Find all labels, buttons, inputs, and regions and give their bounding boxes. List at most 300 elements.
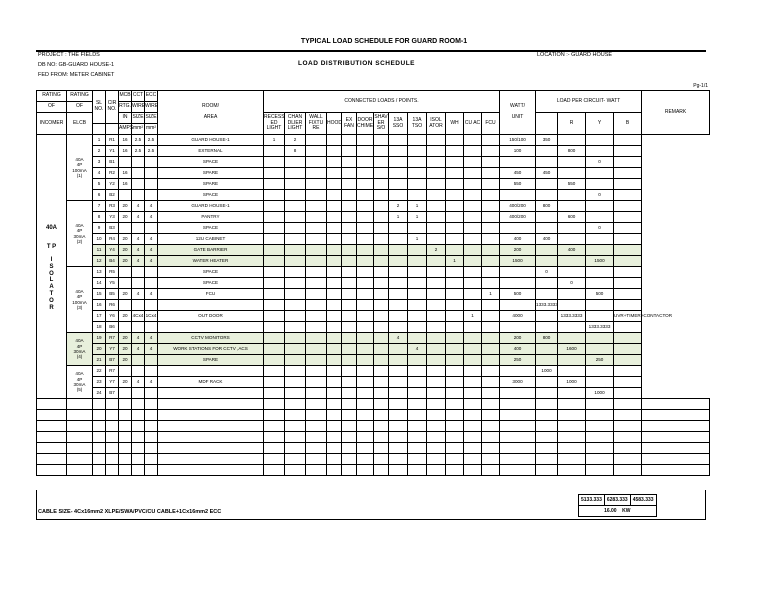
cell-load	[389, 355, 408, 366]
empty-cell	[357, 410, 374, 421]
table-row	[37, 168, 710, 179]
cell-b	[586, 311, 614, 322]
cell-sl: 22	[93, 366, 106, 377]
cell-load	[374, 168, 389, 179]
empty-cell	[614, 443, 642, 454]
cell-load	[374, 234, 389, 245]
cell-load	[357, 377, 374, 388]
cell-load	[327, 157, 342, 168]
cell-remark	[614, 388, 642, 399]
cell-remark	[614, 322, 642, 333]
empty-cell	[427, 454, 446, 465]
cell-load	[408, 157, 427, 168]
cell-load	[389, 388, 408, 399]
cell-remark	[614, 212, 642, 223]
th-sl-no	[93, 91, 106, 124]
cell-cir: B7	[106, 355, 119, 366]
cell-r	[536, 256, 558, 267]
cell-load	[342, 201, 357, 212]
cell-cct: 4	[132, 344, 145, 355]
table-row	[37, 157, 710, 168]
cell-load	[446, 267, 464, 278]
cell-load	[464, 256, 482, 267]
th-load-type: CHAN DLIER LIGHT	[285, 113, 306, 135]
empty-cell	[482, 465, 500, 476]
cell-load	[306, 300, 327, 311]
cell-load	[306, 135, 327, 146]
cell-load	[357, 201, 374, 212]
cell-sl: 8	[93, 212, 106, 223]
cell-r	[536, 377, 558, 388]
cell-load	[408, 300, 427, 311]
cell-load	[306, 168, 327, 179]
empty-cell	[93, 465, 106, 476]
table-row	[37, 201, 710, 212]
empty-cell	[464, 432, 482, 443]
cell-load	[374, 300, 389, 311]
cell-load	[389, 245, 408, 256]
empty-cell	[558, 443, 586, 454]
empty-cell	[119, 399, 132, 410]
empty-cell	[558, 421, 586, 432]
cell-mcb: 20	[119, 344, 132, 355]
empty-cell	[285, 399, 306, 410]
empty-cell	[482, 443, 500, 454]
elcb-grp: (2)	[76, 238, 83, 244]
cell-load	[285, 278, 306, 289]
empty-cell	[264, 432, 285, 443]
table-row	[37, 333, 710, 344]
empty-cell	[614, 410, 642, 421]
empty-cell	[306, 432, 327, 443]
cell-load	[264, 311, 285, 322]
empty-cell	[536, 399, 558, 410]
load-schedule-table	[36, 90, 710, 476]
total-y: 6283.333	[604, 495, 630, 506]
cell-cct: 4	[132, 201, 145, 212]
cell-load	[464, 267, 482, 278]
cell-load	[408, 245, 427, 256]
cell-cct	[132, 179, 145, 190]
cell-sl: 12	[93, 256, 106, 267]
empty-row	[37, 465, 710, 476]
cell-cct	[132, 322, 145, 333]
cell-remark	[614, 135, 642, 146]
cell-watt: 200	[500, 245, 536, 256]
empty-cell	[374, 410, 389, 421]
cell-load	[327, 278, 342, 289]
empty-cell	[158, 454, 264, 465]
cell-load	[306, 344, 327, 355]
cell-remark	[614, 190, 642, 201]
th-load-type: HOOD	[327, 113, 342, 135]
table-row	[37, 300, 710, 311]
empty-cell	[427, 465, 446, 476]
th-mm-cct: mm²	[132, 124, 145, 135]
empty-cell	[342, 432, 357, 443]
cell-load	[342, 212, 357, 223]
cell-load	[264, 333, 285, 344]
th-watt-unit	[500, 91, 536, 135]
empty-cell	[158, 421, 264, 432]
cell-y: 600	[558, 212, 586, 223]
page-number: Pg-1/1	[693, 83, 708, 89]
cell-load	[482, 267, 500, 278]
cell-load	[464, 201, 482, 212]
schedule-subtitle: LOAD DISTRIBUTION SCHEDULE	[298, 60, 415, 67]
empty-cell	[93, 399, 106, 410]
empty-cell	[342, 421, 357, 432]
total-kw	[579, 506, 657, 517]
cell-ecc	[145, 267, 158, 278]
cell-load	[342, 157, 357, 168]
table-row	[37, 289, 710, 300]
cell-load	[342, 300, 357, 311]
cell-b	[586, 234, 614, 245]
cell-load	[446, 223, 464, 234]
cell-load	[374, 179, 389, 190]
empty-cell	[264, 465, 285, 476]
cell-cir: R2	[106, 168, 119, 179]
empty-cell	[536, 443, 558, 454]
cell-load	[389, 267, 408, 278]
empty-cell	[614, 454, 642, 465]
table-row	[37, 190, 710, 201]
cell-room: GUARD HOUSE-1	[158, 201, 264, 212]
empty-cell	[132, 465, 145, 476]
table-row	[37, 179, 710, 190]
cell-load	[285, 355, 306, 366]
cell-load	[357, 388, 374, 399]
cell-load	[285, 267, 306, 278]
cell-load	[464, 333, 482, 344]
cell-ecc	[145, 388, 158, 399]
cell-load	[264, 168, 285, 179]
empty-cell	[37, 454, 67, 465]
empty-cell	[614, 432, 642, 443]
cell-load	[427, 212, 446, 223]
elcb-trip: 30mA	[73, 233, 86, 239]
cell-load	[357, 234, 374, 245]
table-row	[37, 234, 710, 245]
elcb-trip: 30mA	[73, 349, 86, 354]
top-rule	[36, 50, 706, 52]
empty-cell	[67, 432, 93, 443]
cell-load	[427, 366, 446, 377]
th-ecc: ECC	[145, 91, 158, 102]
th-incomer: INCOMER	[37, 113, 67, 135]
cell-load	[264, 355, 285, 366]
cell-y	[558, 190, 586, 201]
th-unit-label: UNIT	[511, 114, 524, 121]
elcb-trip: 30mA	[73, 382, 86, 387]
empty-cell	[482, 399, 500, 410]
cell-b	[586, 212, 614, 223]
cell-room: SPACE	[158, 190, 264, 201]
cell-mcb	[119, 267, 132, 278]
cell-room: FCU	[158, 289, 264, 300]
cell-load	[408, 366, 427, 377]
cell-y	[558, 168, 586, 179]
cell-b	[586, 135, 614, 146]
empty-cell	[586, 454, 614, 465]
th-room-label: ROOM/	[202, 102, 219, 109]
cell-load	[374, 190, 389, 201]
cell-load	[342, 234, 357, 245]
cell-r: 800	[536, 333, 558, 344]
cell-remark	[614, 278, 642, 289]
cell-load	[264, 146, 285, 157]
cell-load	[327, 146, 342, 157]
cell-load	[342, 267, 357, 278]
cell-room	[158, 366, 264, 377]
cell-load	[446, 311, 464, 322]
cell-load	[427, 157, 446, 168]
cell-load	[482, 234, 500, 245]
empty-cell	[67, 465, 93, 476]
cell-load	[427, 201, 446, 212]
th-size-cct: SIZE	[132, 113, 145, 124]
cell-load	[327, 168, 342, 179]
cell-remark	[614, 377, 642, 388]
cell-room: PANTRY	[158, 212, 264, 223]
empty-cell	[586, 443, 614, 454]
cell-load	[389, 289, 408, 300]
cell-cct	[132, 278, 145, 289]
db-number-label: DB NO: GB-GUARD HOUSE-1	[38, 62, 115, 68]
cell-load	[427, 146, 446, 157]
empty-cell	[119, 465, 132, 476]
cell-r: 1333.3333	[536, 300, 558, 311]
cell-remark	[614, 223, 642, 234]
elcb-trip: 100mA	[72, 299, 87, 305]
empty-cell	[106, 454, 119, 465]
empty-cell	[327, 410, 342, 421]
cell-mcb: 20	[119, 333, 132, 344]
cell-room: MDF RACK	[158, 377, 264, 388]
cell-cct	[132, 267, 145, 278]
cell-load	[408, 377, 427, 388]
cell-load	[342, 190, 357, 201]
cell-ecc	[145, 168, 158, 179]
cell-cir: R7	[106, 366, 119, 377]
cell-r: 400	[536, 234, 558, 245]
isolator-letter: A	[49, 284, 54, 291]
cell-watt	[500, 267, 536, 278]
cell-ecc	[145, 355, 158, 366]
cell-load	[374, 377, 389, 388]
cell-load	[306, 377, 327, 388]
cell-load	[464, 179, 482, 190]
empty-cell	[327, 454, 342, 465]
cell-room: SPARE	[158, 179, 264, 190]
cell-load	[327, 344, 342, 355]
cell-room: SPARE	[158, 355, 264, 366]
cell-load	[389, 311, 408, 322]
cell-b	[586, 377, 614, 388]
empty-cell	[374, 421, 389, 432]
cell-load: 1	[464, 311, 482, 322]
empty-cell	[119, 410, 132, 421]
cell-watt	[500, 322, 536, 333]
empty-cell	[93, 421, 106, 432]
cell-watt	[500, 223, 536, 234]
cell-cct	[132, 190, 145, 201]
empty-cell	[357, 421, 374, 432]
empty-cell	[500, 454, 536, 465]
th-load-type: DOOR CHIME	[357, 113, 374, 135]
cell-load	[408, 168, 427, 179]
cell-load	[427, 377, 446, 388]
cell-load	[408, 388, 427, 399]
cell-load: 2	[427, 245, 446, 256]
cell-cir: R1	[106, 135, 119, 146]
table-row	[37, 355, 710, 366]
cell-load	[408, 289, 427, 300]
cell-load	[464, 300, 482, 311]
cell-y: 1333.3333	[558, 311, 586, 322]
cell-load	[482, 212, 500, 223]
cell-load	[446, 366, 464, 377]
cell-load	[285, 333, 306, 344]
cell-load	[327, 300, 342, 311]
cell-ecc: 4	[145, 234, 158, 245]
elcb-group	[67, 135, 93, 201]
table-row	[37, 344, 710, 355]
empty-cell	[158, 443, 264, 454]
cell-load	[446, 322, 464, 333]
empty-cell	[342, 443, 357, 454]
cell-load	[374, 201, 389, 212]
cell-load	[285, 201, 306, 212]
cell-cir: B1	[106, 157, 119, 168]
empty-cell	[614, 421, 642, 432]
cell-load	[357, 300, 374, 311]
cell-load	[389, 377, 408, 388]
cell-watt: 150/100	[500, 135, 536, 146]
cell-y	[558, 201, 586, 212]
empty-cell	[500, 432, 536, 443]
empty-cell	[119, 454, 132, 465]
empty-cell	[37, 421, 67, 432]
cell-load	[342, 245, 357, 256]
cell-cir: R4	[106, 234, 119, 245]
empty-cell	[614, 465, 642, 476]
cell-ecc: 4	[145, 212, 158, 223]
table-row	[37, 223, 710, 234]
empty-cell	[446, 421, 464, 432]
empty-cell	[408, 454, 427, 465]
empty-cell	[408, 443, 427, 454]
empty-cell	[536, 465, 558, 476]
cell-load	[427, 388, 446, 399]
cell-load	[306, 179, 327, 190]
empty-cell	[586, 432, 614, 443]
cell-load	[285, 168, 306, 179]
incomer-tp: T P	[46, 243, 57, 250]
cell-watt: 400	[500, 234, 536, 245]
cell-load	[357, 344, 374, 355]
cell-load	[427, 190, 446, 201]
cell-load	[357, 190, 374, 201]
table-row	[37, 377, 710, 388]
cell-load	[264, 344, 285, 355]
cell-cct: 4	[132, 377, 145, 388]
empty-cell	[389, 443, 408, 454]
cell-load	[408, 179, 427, 190]
cell-remark	[614, 146, 642, 157]
empty-cell	[464, 454, 482, 465]
cell-load	[342, 146, 357, 157]
cell-cir: B2	[106, 190, 119, 201]
cell-cir: R6	[106, 300, 119, 311]
cell-load	[374, 333, 389, 344]
empty-cell	[306, 465, 327, 476]
cell-load	[327, 366, 342, 377]
empty-cell	[389, 465, 408, 476]
cell-load	[427, 256, 446, 267]
cell-load	[464, 234, 482, 245]
empty-cell	[408, 399, 427, 410]
cell-load	[306, 212, 327, 223]
cell-room	[158, 322, 264, 333]
total-kw-value: 16.00	[604, 508, 617, 514]
cell-load	[342, 223, 357, 234]
cell-remark	[614, 355, 642, 366]
empty-cell	[285, 465, 306, 476]
cell-load: 2	[389, 201, 408, 212]
empty-cell	[408, 432, 427, 443]
cell-load	[482, 179, 500, 190]
cell-mcb: 20	[119, 289, 132, 300]
cell-watt: 450	[500, 168, 536, 179]
cell-load	[342, 355, 357, 366]
cell-sl: 17	[93, 311, 106, 322]
cell-load	[427, 223, 446, 234]
th-rtg: RTG.	[119, 102, 132, 113]
cell-load	[327, 223, 342, 234]
empty-cell	[389, 421, 408, 432]
table-row	[37, 388, 710, 399]
th-watt-label: WATT/	[510, 102, 526, 109]
cell-cir: Y5	[106, 278, 119, 289]
cell-mcb: 20	[119, 201, 132, 212]
th-cct: CCT	[132, 91, 145, 102]
cell-cir: B3	[106, 223, 119, 234]
cell-room: WATER HEATER	[158, 256, 264, 267]
cell-load	[342, 179, 357, 190]
cell-load	[264, 289, 285, 300]
cell-load	[446, 234, 464, 245]
cell-load	[408, 311, 427, 322]
th-of-incomer: OF	[37, 102, 67, 113]
cell-load	[264, 377, 285, 388]
cell-sl: 5	[93, 179, 106, 190]
cell-remark	[614, 234, 642, 245]
cell-sl: 11	[93, 245, 106, 256]
cell-load	[446, 168, 464, 179]
cell-load	[327, 190, 342, 201]
cell-room	[158, 388, 264, 399]
empty-cell	[586, 410, 614, 421]
cell-load	[342, 168, 357, 179]
cell-b: 250	[586, 355, 614, 366]
cell-b: 1333.3333	[586, 322, 614, 333]
cell-room: GUARD HOUSE-1	[158, 135, 264, 146]
cell-load	[464, 190, 482, 201]
empty-cell	[37, 465, 67, 476]
empty-cell	[464, 399, 482, 410]
